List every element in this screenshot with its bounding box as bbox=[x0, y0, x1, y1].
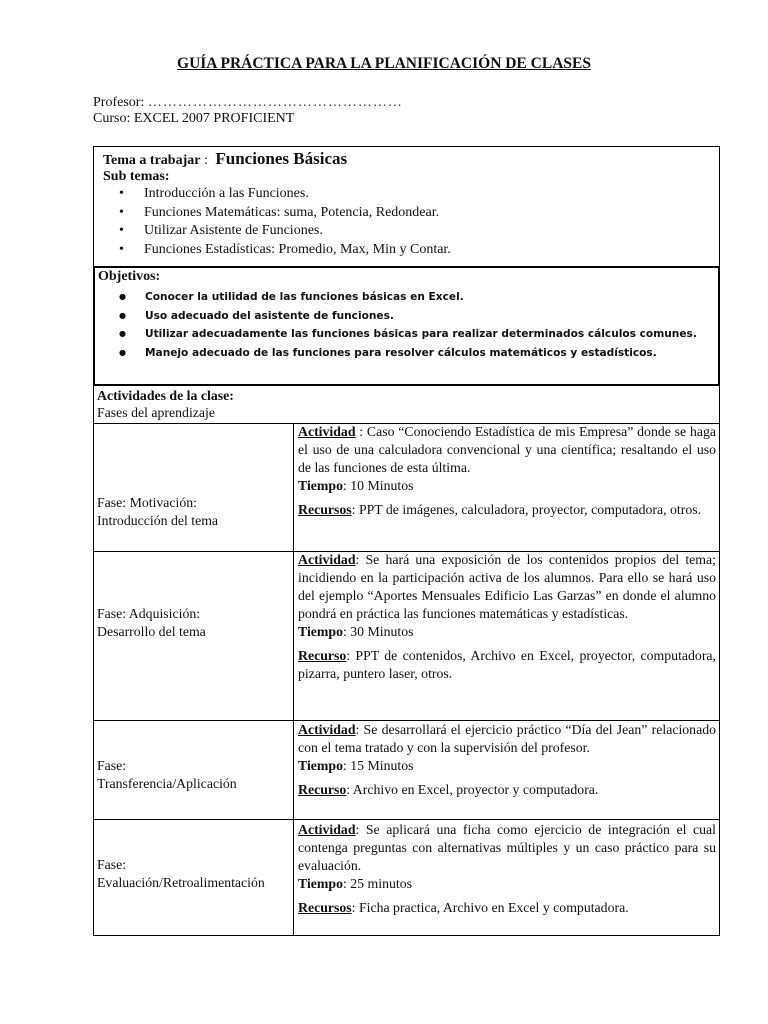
list-item: • Introducción a las Funciones. bbox=[94, 185, 714, 204]
actividad-cell bbox=[298, 721, 716, 799]
fase-name: Fase: bbox=[97, 758, 127, 773]
fase-cell bbox=[97, 856, 293, 892]
subtemas-label: Sub temas: bbox=[103, 169, 170, 184]
tiempo-text: Tiempo: 15 Minutos bbox=[298, 758, 414, 773]
list-item: ● Utilizar adecuadamente las funciones básicas para realizar determinados cálculos comunes. bbox=[95, 325, 715, 344]
fase-name: Fase: bbox=[97, 857, 127, 872]
list-item: ● Uso adecuado del asistente de funciones. bbox=[95, 307, 715, 326]
fase-detail: Evaluación/Retroalimentación bbox=[97, 875, 265, 890]
tema-sep: : bbox=[203, 153, 208, 168]
actividad-text: Actividad : Caso “Conociendo Estadística de mis Empresa” donde se haga el uso de una calculadora convencional y una científica; resaltando el uso de las funciones de esta última. bbox=[298, 424, 716, 475]
curso-value: EXCEL 2007 PROFICIENT bbox=[133, 111, 295, 126]
list-item: • Funciones Matemáticas: suma, Potencia, Redondear. bbox=[94, 204, 714, 223]
actividad-text: Actividad: Se desarrollará el ejercicio práctico “Día del Jean” relacionado con el tema tratado y con la supervisión del profesor. bbox=[298, 722, 716, 755]
subtemas-list bbox=[94, 185, 714, 259]
actividad-cell bbox=[298, 551, 716, 683]
tema-value: Funciones Básicas bbox=[215, 149, 348, 168]
fase-name: Fase: Adquisición: bbox=[97, 606, 201, 621]
fase-cell bbox=[97, 757, 287, 793]
objetivos-section bbox=[93, 266, 720, 386]
fase-cell bbox=[97, 494, 287, 530]
recursos-text: Recurso: Archivo en Excel, proyector y computadora. bbox=[298, 782, 599, 797]
curso-line bbox=[93, 110, 294, 128]
objetivos-list bbox=[95, 288, 715, 362]
tiempo-text: Tiempo: 30 Minutos bbox=[298, 624, 414, 639]
fase-detail: Desarrollo del tema bbox=[97, 624, 206, 639]
actividad-text: Actividad: Se hará una exposición de los contenidos propios del tema; incidiendo en la participación activa de los alumnos. Para ello se hará uso del ejemplo “Aportes Mensuales Edificio Las Garzas” en donde el alumno pondrá en práctica las funciones matemáticas y estadísticas. bbox=[298, 552, 716, 621]
profesor-dots: …………………………………………… bbox=[147, 95, 403, 110]
tema-section bbox=[93, 146, 720, 267]
actividades-label: Actividades de la clase: bbox=[97, 388, 234, 403]
fase-detail: Transferencia/Aplicación bbox=[97, 776, 237, 791]
recursos-text: Recursos: Ficha practica, Archivo en Excel y computadora. bbox=[298, 900, 629, 915]
actividad-text: Actividad: Se aplicará una ficha como ejercicio de integración el cual contenga preguntas con alternativas múltiples y un caso práctico para su evaluación. bbox=[298, 822, 716, 873]
curso-label: Curso: bbox=[93, 111, 131, 126]
document-title: GUÍA PRÁCTICA PARA LA PLANIFICACIÓN DE CLASES bbox=[177, 55, 591, 72]
list-item: ● Manejo adecuado de las funciones para resolver cálculos matemáticos y estadísticos. bbox=[95, 344, 715, 363]
recursos-text: Recurso: PPT de contenidos, Archivo en Excel, proyector, computadora, pizarra, puntero laser, otros. bbox=[298, 648, 716, 681]
fase-detail: Introducción del tema bbox=[97, 513, 219, 528]
profesor-label: Profesor: bbox=[93, 95, 145, 110]
actividad-cell bbox=[298, 423, 716, 519]
tiempo-text: Tiempo: 10 Minutos bbox=[298, 478, 414, 493]
fase-cell bbox=[97, 605, 287, 641]
actividad-cell bbox=[298, 821, 716, 917]
row-divider bbox=[93, 819, 720, 820]
tema-label: Tema a trabajar bbox=[103, 153, 201, 168]
objetivos-label: Objetivos: bbox=[98, 269, 161, 284]
recursos-text: Recursos: PPT de imágenes, calculadora, proyector, computadora, otros. bbox=[298, 502, 702, 517]
tiempo-text: Tiempo: 25 minutos bbox=[298, 876, 412, 891]
fase-name: Fase: Motivación: bbox=[97, 495, 198, 510]
tema-line bbox=[103, 149, 347, 169]
list-item: • Funciones Estadísticas: Promedio, Max, Min y Contar. bbox=[94, 241, 714, 260]
list-item: • Utilizar Asistente de Funciones. bbox=[94, 222, 714, 241]
column-divider bbox=[293, 423, 294, 936]
fases-label: Fases del aprendizaje bbox=[97, 405, 215, 420]
list-item: ● Conocer la utilidad de las funciones básicas en Excel. bbox=[95, 288, 715, 307]
